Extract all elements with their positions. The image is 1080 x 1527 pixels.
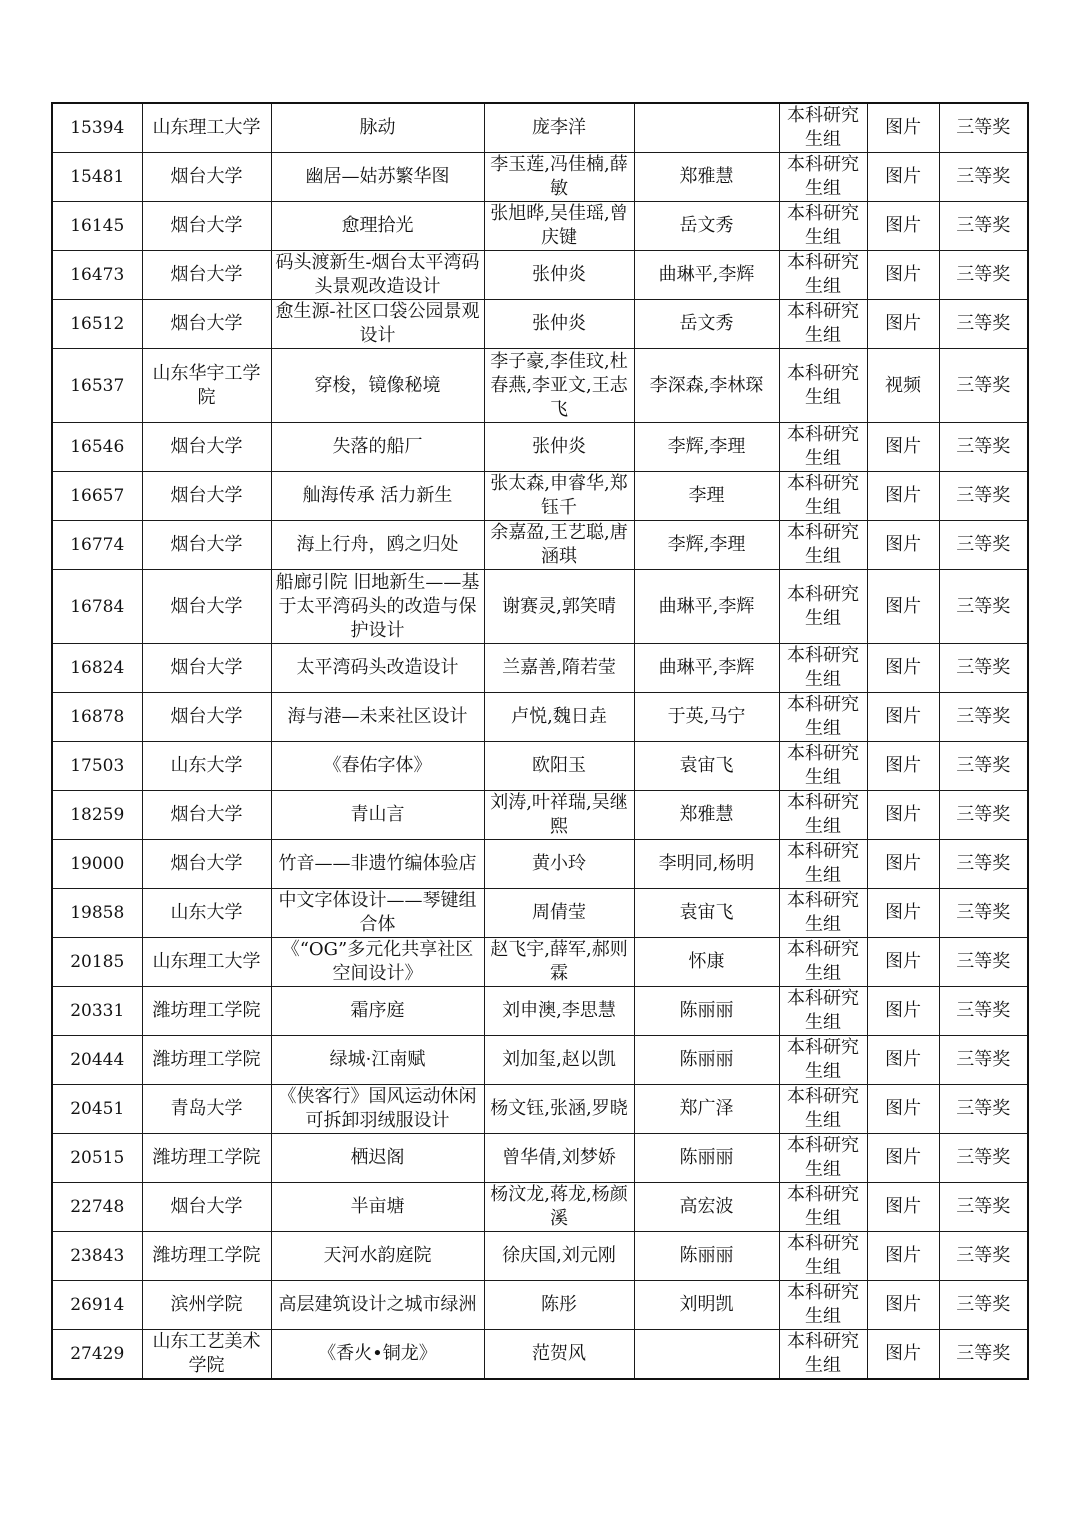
work-title-cell: 竹音——非遗竹编体验店 [271,840,484,889]
work-type-cell: 图片 [867,791,939,840]
school-cell: 烟台大学 [142,693,271,742]
advisor-cell: 李辉,李理 [634,521,779,570]
award-cell: 三等奖 [939,693,1028,742]
group-cell: 本科研究生组 [779,202,867,251]
work-type-cell: 图片 [867,693,939,742]
authors-cell: 欧阳玉 [484,742,634,791]
group-cell: 本科研究生组 [779,300,867,349]
work-type-cell: 图片 [867,889,939,938]
award-cell: 三等奖 [939,300,1028,349]
advisor-cell: 李理 [634,472,779,521]
entry-id-cell: 16824 [52,644,142,693]
authors-cell: 张仲炎 [484,423,634,472]
table-row [52,1232,1028,1281]
work-title-cell: 天河水韵庭院 [271,1232,484,1281]
group-cell: 本科研究生组 [779,987,867,1036]
work-title-cell: 霜序庭 [271,987,484,1036]
award-cell: 三等奖 [939,1085,1028,1134]
entry-id-cell: 19000 [52,840,142,889]
advisor-cell: 郑雅慧 [634,791,779,840]
table-row [52,1085,1028,1134]
work-type-cell: 图片 [867,103,939,153]
group-cell: 本科研究生组 [779,1281,867,1330]
entry-id-cell: 16657 [52,472,142,521]
work-title-cell: 码头渡新生-烟台太平湾码头景观改造设计 [271,251,484,300]
work-title-cell: 《春佑字体》 [271,742,484,791]
group-cell: 本科研究生组 [779,1036,867,1085]
school-cell: 烟台大学 [142,472,271,521]
authors-cell: 范贺风 [484,1330,634,1380]
work-title-cell: 《侠客行》国风运动休闲可拆卸羽绒服设计 [271,1085,484,1134]
table-row [52,1036,1028,1085]
award-cell: 三等奖 [939,349,1028,423]
advisor-cell: 高宏波 [634,1183,779,1232]
group-cell: 本科研究生组 [779,889,867,938]
work-title-cell: 船廊引院 旧地新生——基于太平湾码头的改造与保护设计 [271,570,484,644]
work-type-cell: 图片 [867,423,939,472]
award-table-body [52,103,1028,1379]
work-type-cell: 图片 [867,987,939,1036]
work-type-cell: 图片 [867,1183,939,1232]
work-type-cell: 图片 [867,521,939,570]
table-row [52,1281,1028,1330]
entry-id-cell: 20451 [52,1085,142,1134]
entry-id-cell: 16537 [52,349,142,423]
entry-id-cell: 15394 [52,103,142,153]
group-cell: 本科研究生组 [779,791,867,840]
award-cell: 三等奖 [939,521,1028,570]
authors-cell: 李子豪,李佳玟,杜春燕,李亚文,王志飞 [484,349,634,423]
advisor-cell: 陈丽丽 [634,1036,779,1085]
award-cell: 三等奖 [939,202,1028,251]
school-cell: 烟台大学 [142,202,271,251]
work-title-cell: 中文字体设计——琴键组合体 [271,889,484,938]
school-cell: 山东工艺美术学院 [142,1330,271,1380]
group-cell: 本科研究生组 [779,1134,867,1183]
table-row [52,251,1028,300]
award-cell: 三等奖 [939,472,1028,521]
school-cell: 山东大学 [142,889,271,938]
authors-cell: 徐庆国,刘元刚 [484,1232,634,1281]
award-cell: 三等奖 [939,987,1028,1036]
authors-cell: 谢赛灵,郭笑晴 [484,570,634,644]
school-cell: 烟台大学 [142,791,271,840]
advisor-cell: 刘明凯 [634,1281,779,1330]
work-type-cell: 图片 [867,1281,939,1330]
work-type-cell: 视频 [867,349,939,423]
work-type-cell: 图片 [867,1330,939,1380]
school-cell: 山东华宇工学院 [142,349,271,423]
work-title-cell: 太平湾码头改造设计 [271,644,484,693]
entry-id-cell: 16145 [52,202,142,251]
authors-cell: 周倩莹 [484,889,634,938]
award-cell: 三等奖 [939,1330,1028,1380]
work-type-cell: 图片 [867,202,939,251]
work-title-cell: 愈生源-社区口袋公园景观设计 [271,300,484,349]
school-cell: 山东理工大学 [142,103,271,153]
authors-cell: 余嘉盈,王艺聪,唐涵琪 [484,521,634,570]
advisor-cell: 曲琳平,李辉 [634,251,779,300]
group-cell: 本科研究生组 [779,153,867,202]
table-row [52,103,1028,153]
work-title-cell: 愈理拾光 [271,202,484,251]
group-cell: 本科研究生组 [779,103,867,153]
award-cell: 三等奖 [939,742,1028,791]
advisor-cell: 岳文秀 [634,202,779,251]
work-title-cell: 青山言 [271,791,484,840]
advisor-cell: 袁宙飞 [634,889,779,938]
table-row [52,644,1028,693]
authors-cell: 曾华倩,刘梦娇 [484,1134,634,1183]
school-cell: 烟台大学 [142,153,271,202]
group-cell: 本科研究生组 [779,644,867,693]
school-cell: 烟台大学 [142,644,271,693]
entry-id-cell: 19858 [52,889,142,938]
award-cell: 三等奖 [939,103,1028,153]
table-row [52,202,1028,251]
group-cell: 本科研究生组 [779,742,867,791]
work-title-cell: 《“OG”多元化共享社区空间设计》 [271,938,484,987]
entry-id-cell: 20331 [52,987,142,1036]
table-row [52,840,1028,889]
authors-cell: 卢悦,魏日垚 [484,693,634,742]
group-cell: 本科研究生组 [779,1085,867,1134]
authors-cell: 刘加玺,赵以凯 [484,1036,634,1085]
work-title-cell: 绿城·江南赋 [271,1036,484,1085]
authors-cell: 刘涛,叶祥瑞,吴继熙 [484,791,634,840]
award-cell: 三等奖 [939,153,1028,202]
work-type-cell: 图片 [867,1036,939,1085]
authors-cell: 兰嘉善,隋若莹 [484,644,634,693]
award-cell: 三等奖 [939,1183,1028,1232]
school-cell: 潍坊理工学院 [142,987,271,1036]
school-cell: 山东大学 [142,742,271,791]
work-type-cell: 图片 [867,938,939,987]
table-row [52,693,1028,742]
award-cell: 三等奖 [939,889,1028,938]
entry-id-cell: 20185 [52,938,142,987]
authors-cell: 黄小玲 [484,840,634,889]
authors-cell: 张仲炎 [484,251,634,300]
work-title-cell: 《香火•铜龙》 [271,1330,484,1380]
table-row [52,791,1028,840]
school-cell: 滨州学院 [142,1281,271,1330]
advisor-cell: 李深森,李林琛 [634,349,779,423]
entry-id-cell: 17503 [52,742,142,791]
advisor-cell [634,1330,779,1380]
school-cell: 青岛大学 [142,1085,271,1134]
authors-cell: 杨文钰,张涵,罗晓 [484,1085,634,1134]
advisor-cell: 曲琳平,李辉 [634,570,779,644]
award-cell: 三等奖 [939,251,1028,300]
award-cell: 三等奖 [939,423,1028,472]
advisor-cell: 郑雅慧 [634,153,779,202]
award-cell: 三等奖 [939,1232,1028,1281]
work-type-cell: 图片 [867,840,939,889]
entry-id-cell: 15481 [52,153,142,202]
work-type-cell: 图片 [867,742,939,791]
work-title-cell: 高层建筑设计之城市绿洲 [271,1281,484,1330]
advisor-cell: 于英,马宁 [634,693,779,742]
table-row [52,987,1028,1036]
award-cell: 三等奖 [939,938,1028,987]
entry-id-cell: 22748 [52,1183,142,1232]
work-type-cell: 图片 [867,1085,939,1134]
entry-id-cell: 16784 [52,570,142,644]
authors-cell: 杨汶龙,蒋龙,杨颜溪 [484,1183,634,1232]
work-title-cell: 栖迟阁 [271,1134,484,1183]
advisor-cell: 陈丽丽 [634,1134,779,1183]
advisor-cell: 怀康 [634,938,779,987]
entry-id-cell: 18259 [52,791,142,840]
award-cell: 三等奖 [939,644,1028,693]
work-type-cell: 图片 [867,251,939,300]
entry-id-cell: 16878 [52,693,142,742]
table-row [52,521,1028,570]
school-cell: 烟台大学 [142,1183,271,1232]
table-row [52,1330,1028,1380]
authors-cell: 李玉莲,冯佳楠,薛敏 [484,153,634,202]
group-cell: 本科研究生组 [779,693,867,742]
entry-id-cell: 23843 [52,1232,142,1281]
authors-cell: 陈彤 [484,1281,634,1330]
school-cell: 潍坊理工学院 [142,1036,271,1085]
work-title-cell: 穿梭，镜像秘境 [271,349,484,423]
school-cell: 潍坊理工学院 [142,1134,271,1183]
work-title-cell: 幽居—姑苏繁华图 [271,153,484,202]
authors-cell: 刘申澳,李思慧 [484,987,634,1036]
award-cell: 三等奖 [939,1281,1028,1330]
table-row [52,1134,1028,1183]
school-cell: 烟台大学 [142,251,271,300]
work-type-cell: 图片 [867,153,939,202]
group-cell: 本科研究生组 [779,349,867,423]
table-row [52,742,1028,791]
work-title-cell: 脉动 [271,103,484,153]
advisor-cell: 郑广泽 [634,1085,779,1134]
table-row [52,472,1028,521]
authors-cell: 张旭晔,吴佳瑶,曾庆键 [484,202,634,251]
work-title-cell: 失落的船厂 [271,423,484,472]
award-cell: 三等奖 [939,791,1028,840]
entry-id-cell: 27429 [52,1330,142,1380]
group-cell: 本科研究生组 [779,840,867,889]
group-cell: 本科研究生组 [779,521,867,570]
authors-cell: 庞李洋 [484,103,634,153]
table-row [52,1183,1028,1232]
entry-id-cell: 16546 [52,423,142,472]
entry-id-cell: 20444 [52,1036,142,1085]
advisor-cell: 陈丽丽 [634,1232,779,1281]
work-type-cell: 图片 [867,1134,939,1183]
group-cell: 本科研究生组 [779,1232,867,1281]
school-cell: 烟台大学 [142,521,271,570]
entry-id-cell: 16774 [52,521,142,570]
work-type-cell: 图片 [867,644,939,693]
school-cell: 烟台大学 [142,570,271,644]
work-title-cell: 半亩塘 [271,1183,484,1232]
authors-cell: 张太森,申睿华,郑钰千 [484,472,634,521]
entry-id-cell: 20515 [52,1134,142,1183]
work-type-cell: 图片 [867,472,939,521]
table-row [52,889,1028,938]
school-cell: 烟台大学 [142,840,271,889]
work-type-cell: 图片 [867,570,939,644]
work-type-cell: 图片 [867,300,939,349]
group-cell: 本科研究生组 [779,1183,867,1232]
group-cell: 本科研究生组 [779,938,867,987]
school-cell: 潍坊理工学院 [142,1232,271,1281]
work-title-cell: 海上行舟，鸥之归处 [271,521,484,570]
award-cell: 三等奖 [939,1134,1028,1183]
authors-cell: 张仲炎 [484,300,634,349]
table-row [52,938,1028,987]
advisor-cell: 袁宙飞 [634,742,779,791]
table-row [52,570,1028,644]
award-cell: 三等奖 [939,1036,1028,1085]
table-row [52,349,1028,423]
advisor-cell: 李辉,李理 [634,423,779,472]
group-cell: 本科研究生组 [779,472,867,521]
work-title-cell: 舢海传承 活力新生 [271,472,484,521]
award-cell: 三等奖 [939,840,1028,889]
table-row [52,153,1028,202]
group-cell: 本科研究生组 [779,570,867,644]
group-cell: 本科研究生组 [779,423,867,472]
advisor-cell: 陈丽丽 [634,987,779,1036]
advisor-cell [634,103,779,153]
work-type-cell: 图片 [867,1232,939,1281]
group-cell: 本科研究生组 [779,251,867,300]
authors-cell: 赵飞宇,薛军,郝则霖 [484,938,634,987]
work-title-cell: 海与港—未来社区设计 [271,693,484,742]
award-table [51,102,1029,1380]
advisor-cell: 李明同,杨明 [634,840,779,889]
award-cell: 三等奖 [939,570,1028,644]
entry-id-cell: 16473 [52,251,142,300]
school-cell: 山东理工大学 [142,938,271,987]
advisor-cell: 岳文秀 [634,300,779,349]
advisor-cell: 曲琳平,李辉 [634,644,779,693]
entry-id-cell: 16512 [52,300,142,349]
table-row [52,300,1028,349]
table-row [52,423,1028,472]
entry-id-cell: 26914 [52,1281,142,1330]
school-cell: 烟台大学 [142,423,271,472]
school-cell: 烟台大学 [142,300,271,349]
group-cell: 本科研究生组 [779,1330,867,1380]
